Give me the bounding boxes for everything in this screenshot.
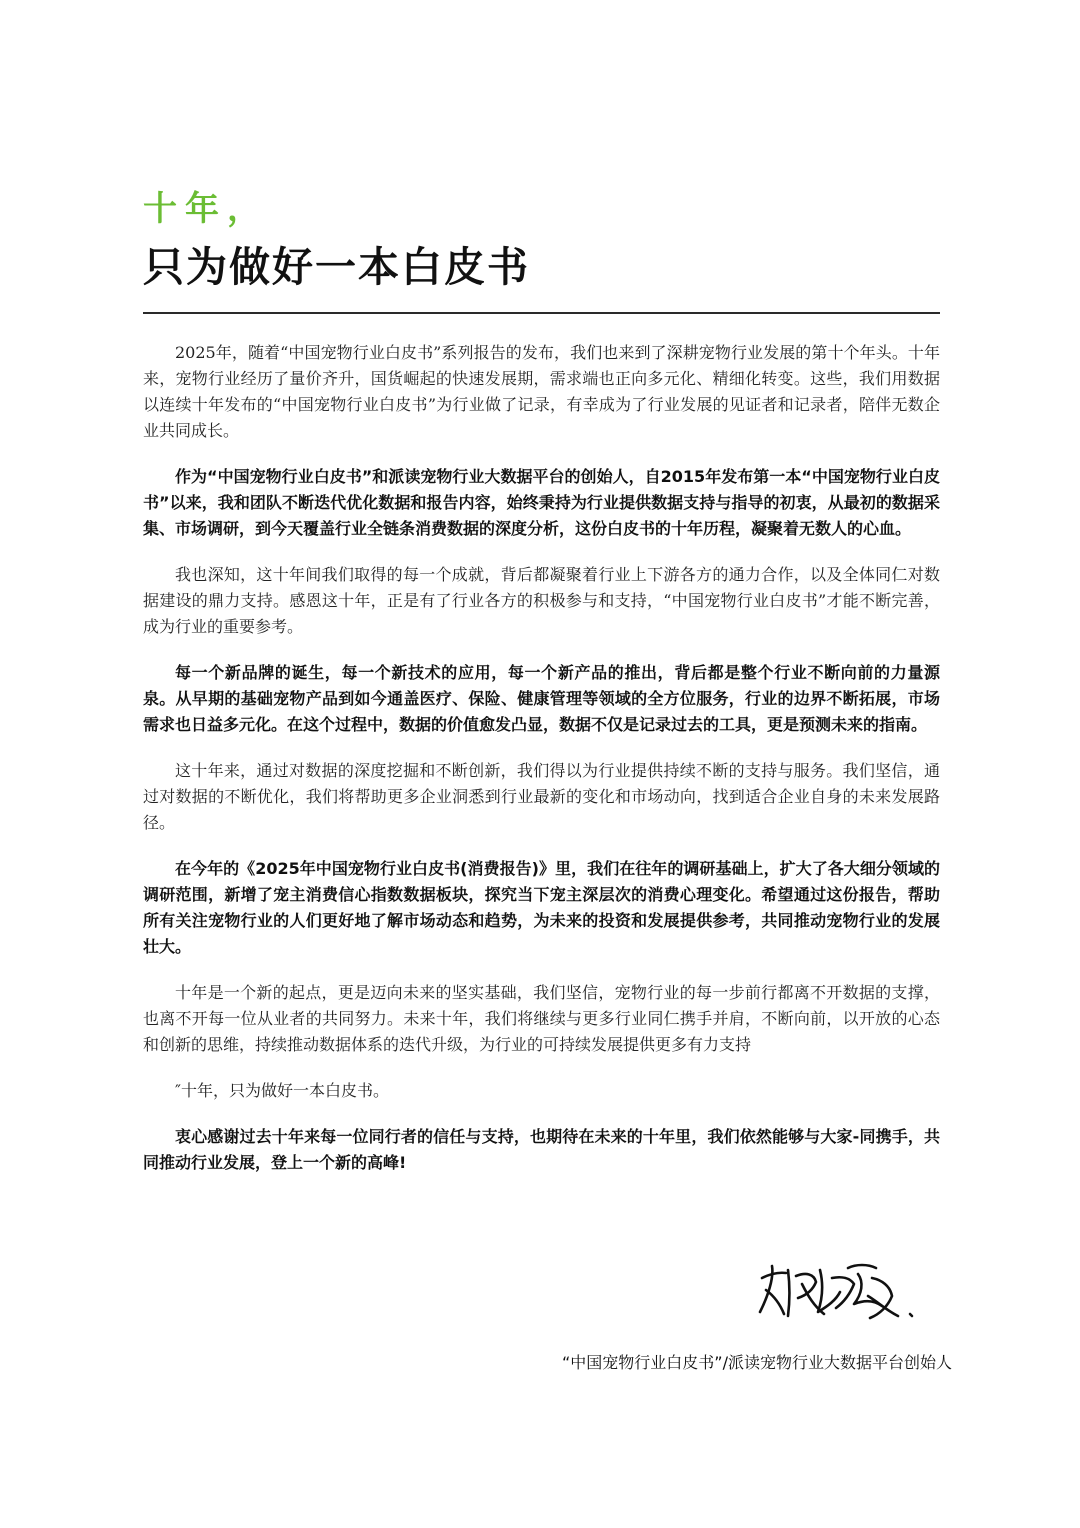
- paragraph-9: 衷心感谢过去十年来每一位同行者的信任与支持，也期待在未来的十年里，我们依然能够与大家-同携手，共同推动行业发展，登上一个新的高峰!: [143, 1127, 940, 1172]
- paragraph-3: 我也深知，这十年间我们取得的每一个成就，背后都凝聚着行业上下游各方的通力合作，以及全体同仁对数据建设的鼎力支持。感恩这十年，正是有了行业各方的积极参与和支持，“中国宠物行业白皮书”才能不断完善，成为行业的重要参考。: [143, 565, 940, 636]
- paragraph-8: ″十年，只为做好一本白皮书。: [175, 1081, 389, 1100]
- letter-body: [143, 340, 940, 1196]
- handwritten-signature: [752, 1256, 932, 1328]
- title-block: [143, 186, 940, 296]
- paragraph-5: 这十年来，通过对数据的深度挖掘和不断创新，我们得以为行业提供持续不断的支持与服务。我们坚信，通过对数据的不断优化，我们将帮助更多企业洞悉到行业最新的变化和市场动向，找到适合企业自身的未来发展路径。: [143, 761, 940, 832]
- paragraph-1: 2025年，随着“中国宠物行业白皮书”系列报告的发布，我们也来到了深耕宠物行业发展的第十个年头。十年来，宠物行业经历了量价齐升，国货崛起的快速发展期，需求端也正向多元化、精细化转变。这些，我们用数据以连续十年发布的“中国宠物行业白皮书”为行业做了记录，有幸成为了行业发展的见证者和记录者，陪伴无数企业共同成长。: [143, 343, 940, 440]
- page-title: 只为做好一本白皮书: [143, 243, 530, 291]
- author-attribution: “中国宠物行业白皮书”/派读宠物行业大数据平台创始人: [562, 1353, 952, 1372]
- paragraph-6: 在今年的《2025年中国宠物行业白皮书(消费报告)》里，我们在往年的调研基础上，扩大了各大细分领域的调研范围，新增了宠主消费信心指数数据板块，探究当下宠主深层次的消费心理变化。希望通过这份报告，帮助所有关注宠物行业的人们更好地了解市场动态和趋势，为未来的投资和发展提供参考，共同推动宠物行业的发展壮大。: [143, 859, 940, 956]
- paragraph-2: 作为“中国宠物行业白皮书”和派读宠物行业大数据平台的创始人，自2015年发布第一本“中国宠物行业白皮书”以来，我和团队不断迭代优化数据和报告内容，始终秉持为行业提供数据支持与指导的初衷，从最初的数据采集、市场调研，到今天覆盖行业全链条消费数据的深度分析，这份白皮书的十年历程，凝聚着无数人的心血。: [143, 467, 940, 538]
- title-line-green: 十年，: [143, 189, 269, 229]
- paragraph-4: 每一个新品牌的诞生，每一个新技术的应用，每一个新产品的推出，背后都是整个行业不断向前的力量源泉。从早期的基础宠物产品到如今通盖医疗、保险、健康管理等领域的全方位服务，行业的边界不断拓展，市场需求也日益多元化。在这个过程中，数据的价值愈发凸显，数据不仅是记录过去的工具，更是预测未来的指南。: [143, 663, 940, 734]
- paragraph-7: 十年是一个新的起点，更是迈向未来的坚实基础，我们坚信，宠物行业的每一步前行都离不开数据的支撑，也离不开每一位从业者的共同努力。未来十年，我们将继续与更多行业同仁携手并肩，不断向前，以开放的心态和创新的思维，持续推动数据体系的迭代升级，为行业的可持续发展提供更多有力支持: [143, 983, 940, 1054]
- title-divider: [143, 312, 940, 314]
